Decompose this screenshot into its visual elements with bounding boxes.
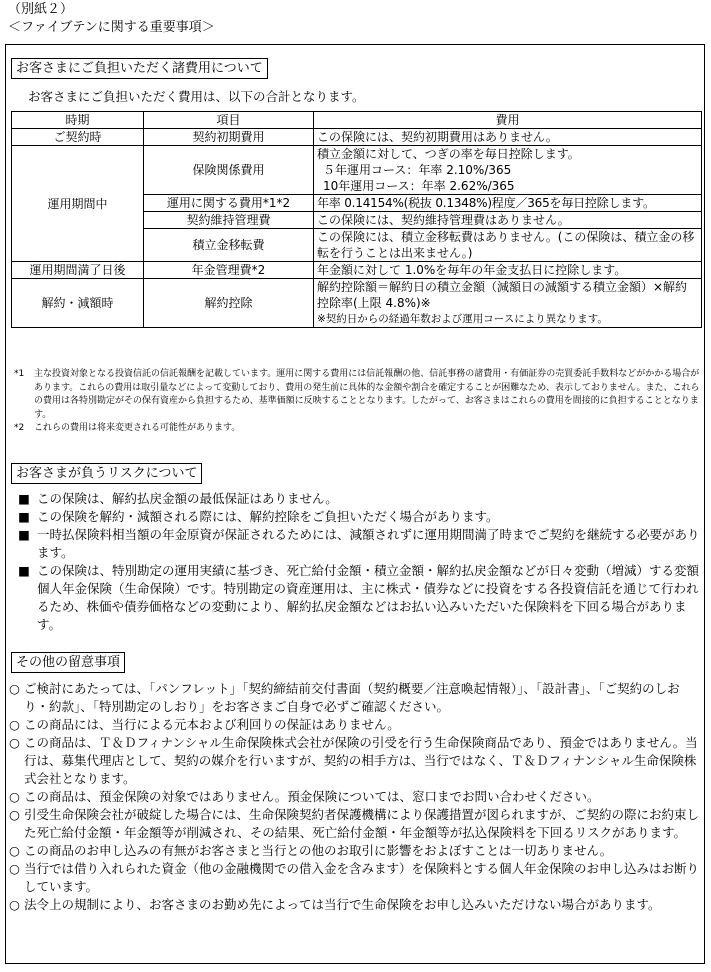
fee-cell: 年金額に対して 1.0%を毎年の年金支払日に控除します。 bbox=[314, 262, 702, 279]
fee-line: 積立金額に対して、つぎの率を毎日控除します。 bbox=[317, 147, 580, 161]
list-item bbox=[9, 680, 703, 716]
footnote bbox=[14, 368, 700, 422]
item-cell: 解約控除 bbox=[144, 279, 314, 328]
fees-intro: お客さまにご負担いただく費用は、以下の合計となります。 bbox=[28, 89, 365, 104]
period-cell: 運用期間満了日後 bbox=[12, 262, 144, 279]
footnote-text: これらの費用は将来変更される可能性があります。 bbox=[34, 423, 241, 433]
other-section-title: その他の留意事項 bbox=[11, 652, 125, 673]
risk-text: この保険を解約・減額される際には、解約控除をご負担いただく場合があります。 bbox=[37, 509, 499, 524]
circle-bullet-icon: ○ bbox=[9, 807, 20, 822]
fees-table-header bbox=[12, 112, 702, 129]
column-header-period: 時期 bbox=[12, 112, 144, 129]
table-row bbox=[12, 129, 702, 146]
note-text: この商品には、当行による元本および利回りの保証はありません。 bbox=[24, 717, 400, 732]
document-title: ＜ファイブテンに関する重要事項＞ bbox=[8, 20, 215, 35]
item-cell: 契約初期費用 bbox=[144, 129, 314, 146]
item-cell: 年金管理費*2 bbox=[144, 262, 314, 279]
note-text: この商品のお申し込みの有無がお客さまと当行との他のお取引に影響をおよぼすことは一切ありません。 bbox=[24, 843, 613, 858]
fee-cell: この保険には、積立金移転費はありません。(この保険は、積立金の移転を行うことは出来ません。) bbox=[314, 229, 702, 262]
item-cell: 運用に関する費用*1*2 bbox=[144, 195, 314, 212]
list-item bbox=[9, 788, 703, 806]
fees-table bbox=[11, 111, 702, 328]
list-item bbox=[9, 860, 703, 896]
fee-note: ※契約日からの経過年数および運用コースにより異なります。 bbox=[317, 313, 608, 325]
footnote-mark: *2 bbox=[14, 423, 25, 433]
fee-line: 10年運用コース：年率 2.62%/365 bbox=[323, 179, 515, 193]
fees-section-title: お客さまにご負担いただく諸費用について bbox=[11, 58, 268, 79]
circle-bullet-icon: ○ bbox=[9, 681, 20, 696]
fee-cell: 年率 0.14154%(税抜 0.1348%)程度／365を毎日控除します。 bbox=[314, 195, 702, 212]
period-cell: 運用期間中 bbox=[12, 146, 144, 262]
note-text: 法令上の規制により、お客さまのお勤め先によっては当行で生命保険をお申し込みいただけない場合があります。 bbox=[24, 897, 661, 912]
circle-bullet-icon: ○ bbox=[9, 789, 20, 804]
attachment-label: （別紙２） bbox=[8, 2, 74, 17]
list-item bbox=[11, 490, 701, 508]
content-frame bbox=[5, 44, 705, 964]
fee-cell bbox=[314, 279, 702, 328]
circle-bullet-icon: ○ bbox=[9, 861, 20, 876]
circle-bullet-icon: ○ bbox=[9, 897, 20, 912]
fee-line: ５年運用コース：年率 2.10%/365 bbox=[323, 163, 512, 177]
table-row bbox=[12, 262, 702, 279]
circle-bullet-icon: ○ bbox=[9, 735, 20, 750]
risk-list bbox=[11, 490, 701, 634]
item-cell: 保険関係費用 bbox=[144, 146, 314, 195]
square-bullet-icon: ■ bbox=[18, 527, 30, 542]
square-bullet-icon: ■ bbox=[18, 491, 30, 506]
footnote-mark: *1 bbox=[14, 369, 25, 379]
column-header-fee: 費用 bbox=[314, 112, 702, 129]
table-row bbox=[12, 279, 702, 328]
risk-text: 一時払保険料相当額の年金原資が保証されるためには、減額されずに運用期間満了時までご契約を継続する必要があります。 bbox=[37, 527, 700, 560]
period-cell: 解約・減額時 bbox=[12, 279, 144, 328]
note-text: 当行では借り入れられた資金（他の金融機関での借入金を含みます）を保険料とする個人年金保険のお申し込みはお断りしています。 bbox=[24, 861, 700, 894]
column-header-item: 項目 bbox=[144, 112, 314, 129]
fee-cell: この保険には、契約初期費用はありません。 bbox=[314, 129, 702, 146]
list-item bbox=[9, 842, 703, 860]
other-list bbox=[9, 680, 703, 914]
note-text: この商品は、預金保険の対象ではありません。預金保険については、窓口までお問い合わせください。 bbox=[24, 789, 600, 804]
circle-bullet-icon: ○ bbox=[9, 717, 20, 732]
fee-cell: この保険には、契約維持管理費はありません。 bbox=[314, 212, 702, 229]
fee-cell bbox=[314, 146, 702, 195]
list-item bbox=[11, 526, 701, 562]
list-item bbox=[9, 716, 703, 734]
square-bullet-icon: ■ bbox=[18, 563, 30, 578]
square-bullet-icon: ■ bbox=[18, 509, 30, 524]
list-item bbox=[9, 806, 703, 842]
period-cell: ご契約時 bbox=[12, 129, 144, 146]
footnote-text: 主な投資対象となる投資信託の信託報酬を記載しています。運用に関する費用には信託報酬の他、信託事務の諸費用・有価証券の売買委託手数料などがかかる場合があります。これらの費用は取引量などによって変動しており、費用の発生前に具体的な金額や割合を確定することが困難なため、表示しておりません。また、これらの費用は各特別勘定がその保有資産から負担するため、基準価額に反映することとなります。したがって、お客さまはこれらの費用を間接的に負担することとなります。 bbox=[34, 369, 700, 420]
fee-notes bbox=[14, 368, 700, 436]
risk-text: この保険は、解約払戻金額の最低保証はありません。 bbox=[37, 491, 338, 506]
list-item bbox=[11, 508, 701, 526]
note-text: 引受生命保険会社が破綻した場合には、生命保険契約者保護機構により保護措置が図られますが、ご契約の際にお約束した死亡給付金額・年金額等が削減され、その結果、死亡給付金額・年金額等が払込保険料を下回るリスクがあります。 bbox=[24, 807, 700, 840]
list-item bbox=[9, 896, 703, 914]
circle-bullet-icon: ○ bbox=[9, 843, 20, 858]
risk-text: この保険は、特別勘定の運用実績に基づき、死亡給付金額・積立金額・解約払戻金額などが日々変動（増減）する変額個人年金保険（生命保険）です。特別勘定の資産運用は、主に株式・債券などに投資をする各投資信託を通じて行われるため、株価や債券価格などの変動により、解約払戻金額などはお払い込みいただいた保険料を下回る場合があります。 bbox=[37, 563, 700, 632]
note-text: ご検討にあたっては、「パンフレット」「契約締結前交付書面（契約概要／注意喚起情報）」、「設計書」、「ご契約のしおり・約款」、「特別勘定のしおり」をお客さまご自身で必ずご確認ください。 bbox=[24, 681, 680, 714]
risk-section-title: お客さまが負うリスクについて bbox=[11, 463, 202, 484]
item-cell: 積立金移転費 bbox=[144, 229, 314, 262]
list-item bbox=[9, 734, 703, 788]
item-cell: 契約維持管理費 bbox=[144, 212, 314, 229]
table-row bbox=[12, 146, 702, 195]
footnote bbox=[14, 422, 700, 436]
list-item bbox=[11, 562, 701, 634]
fee-line: 解約控除額＝解約日の積立金額（減額日の減額する積立金額）×解約控除率(上限 4.8%)※ bbox=[317, 280, 688, 310]
note-text: この商品は、Ｔ＆Ｄフィナンシャル生命保険株式会社が保険の引受を行う生命保険商品であり、預金ではありません。当行は、募集代理店として、契約の媒介を行いますが、契約の相手方は、当行ではなく、Ｔ＆Ｄフィナンシャル生命保険株式会社となります。 bbox=[24, 735, 698, 786]
